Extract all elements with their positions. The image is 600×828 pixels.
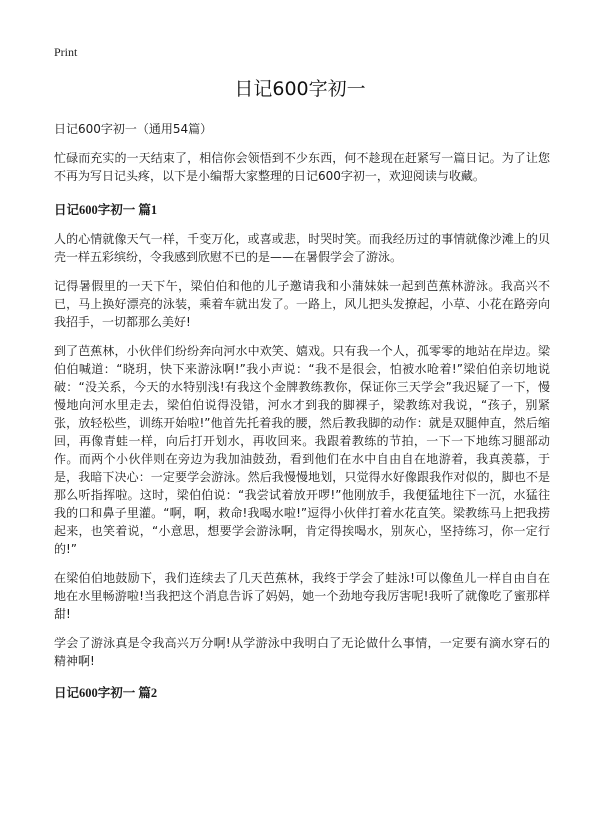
section-heading-1: 日记600字初一 篇1 (54, 203, 158, 217)
section-1-paragraph-3: 到了芭蕉林，小伙伴们纷纷奔向河水中欢笑、嬉戏。只有我一个人，孤零零的地站在岸边。梁伯伯喊道：“晓玥，快下来游泳啊!”我小声说：“我不是很会，怕被水呛着!”梁伯伯亲切地说破：“没关系，今天的水特别浅!有我这个金牌教练教你，保证你三天学会”我迟疑了一下，慢慢地向河水里走去，梁伯伯说得没错，河水才到我的脚裸子，梁教练对我说，“孩子，别紧张，放轻松些，训练开始啦!”他首先托着我的腰，然后教我脚的动作：就是双腿伸直，然后缩回，再像青蛙一样，向后打开划水，再收回来。我跟着教练的节拍，一下一下地练习腿部动作。而两个小伙伴则在旁边为我加油鼓劲，看到他们在水中自由自在地游着，我真羡慕，于是，我暗下决心：一定要学会游泳。然后我慢慢地划，只觉得水好像跟我作对似的，脚也不是那么听指挥啦。这时，梁伯伯说：“我尝试着放开啰!”他刚放手，我便猛地往下一沉，水猛往我的口和鼻子里灌。“啊，啊，救命!我喝水啦!”逗得小伙伴打着水花直笑。梁教练马上把我捞起来，也笑着说，“小意思，想要学会游泳啊，肯定得挨喝水，别灰心，坚持练习，你一定行的!” (54, 344, 550, 556)
section-1-paragraph-4: 在梁伯伯地鼓励下，我们连续去了几天芭蕉林，我终于学会了蛙泳!可以像鱼儿一样自由自在地在水里畅游啦!当我把这个消息告诉了妈妈，她一个劲地夸我厉害呢!我听了就像吃了蜜那样甜! (54, 571, 550, 621)
article-body (54, 120, 550, 713)
section-heading-2: 日记600字初一 篇2 (54, 686, 158, 700)
intro-paragraph: 忙碌而充实的一天结束了，相信你会领悟到不少东西，何不趁现在赶紧写一篇日记。为了让您不再为写日记头疼，以下是小编帮大家整理的日记600字初一，欢迎阅读与收藏。 (54, 151, 550, 183)
section-1-paragraph-1: 人的心情就像天气一样，千变万化，或喜或悲，时哭时笑。而我经历过的事情就像沙滩上的贝壳一样五彩缤纷，令我感到欣慰不已的是——在暑假学会了游泳。 (54, 232, 550, 264)
section-1-paragraph-5: 学会了游泳真是令我高兴万分啊!从学游泳中我明白了无论做什么事情，一定要有滴水穿石的精神啊! (54, 636, 550, 668)
page-title: 日记600字初一 (234, 78, 366, 100)
section-1-paragraph-2: 记得暑假里的一天下午，梁伯伯和他的儿子邀请我和小蒲妹妹一起到芭蕉林游泳。我高兴不已，马上换好漂亮的泳装，乘着车就出发了。一路上，风儿把头发撩起，小草、小花在路旁向我招手，一切都那么美好! (54, 279, 550, 329)
document-subtitle: 日记600字初一（通用54篇） (54, 122, 213, 136)
print-link[interactable]: Print (54, 45, 78, 59)
